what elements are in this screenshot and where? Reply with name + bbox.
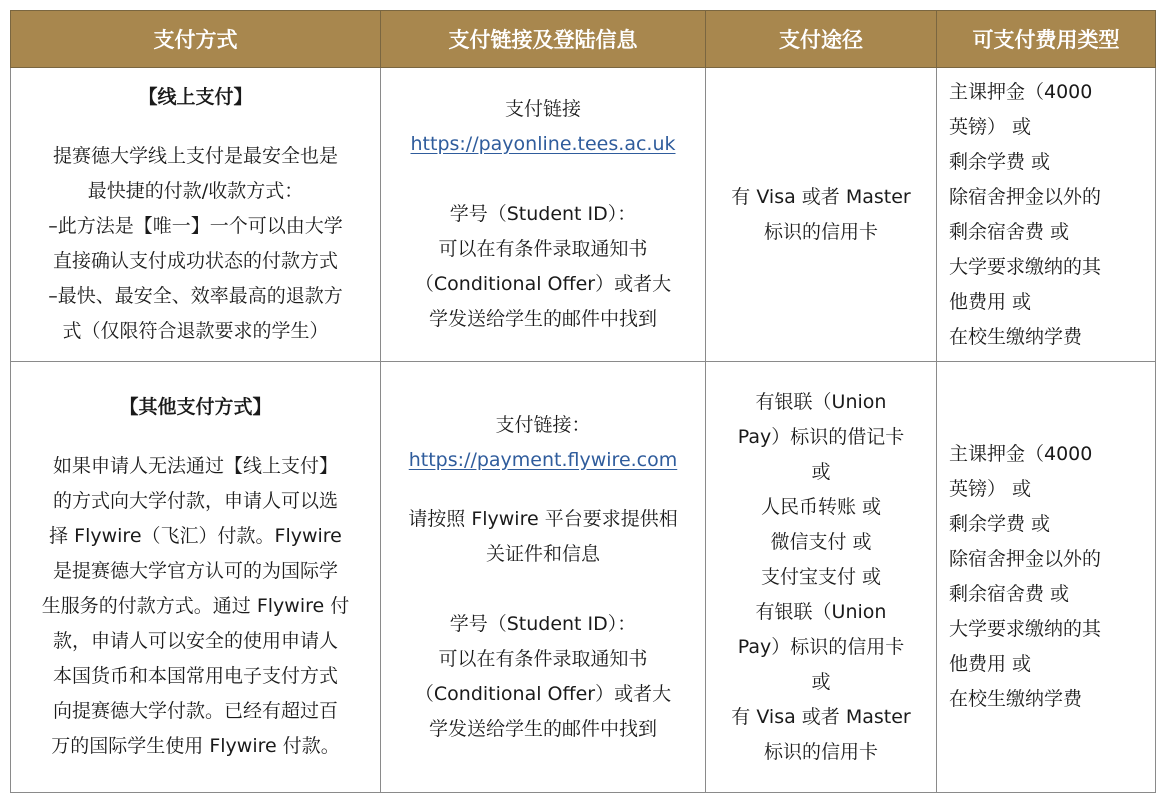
student-id-line: 学发送给学生的邮件中找到 [428, 717, 657, 740]
student-id-line: 学号（Student ID）： [449, 203, 637, 225]
table-row-online-payment [11, 68, 1156, 362]
fee-line: 剩余宿舍费 或 [949, 583, 1070, 605]
fee-line: 他费用 或 [949, 653, 1032, 675]
cell-channel-online [706, 68, 937, 362]
method-line: 最快捷的付款/收款方式： [87, 180, 304, 202]
method-line: 款，申请人可以安全的使用申请人 [52, 630, 338, 652]
method-line: 择 Flywire（飞汇）付款。Flywire [49, 525, 342, 547]
student-id-line: 学发送给学生的邮件中找到 [428, 308, 657, 330]
channel-line: 标识的信用卡 [763, 740, 878, 763]
fee-line: 除宿舍押金以外的 [949, 185, 1102, 208]
fee-line: 主课押金（4000 [949, 80, 1093, 103]
cell-channel-other [706, 362, 937, 793]
cell-link-other [381, 362, 706, 793]
channel-line: 或 [811, 460, 831, 483]
payment-methods-table [10, 10, 1156, 793]
fee-line: 英镑） 或 [949, 478, 1032, 500]
header-payment-method: 支付方式 [11, 11, 381, 68]
fee-line: 主课押金（4000 [949, 443, 1093, 465]
fee-line: 剩余学费 或 [949, 513, 1051, 535]
channel-line: 或 [811, 670, 831, 693]
method-line: 的方式向大学付款，申请人可以选 [52, 490, 338, 512]
flywire-note-line: 关证件和信息 [485, 542, 600, 565]
method-line: 提赛德大学线上支付是最安全也是 [52, 145, 338, 167]
student-id-line: （Conditional Offer）或者大 [414, 682, 672, 705]
channel-line: 有 Visa 或者 Master [731, 185, 911, 208]
payment-table-container [10, 10, 1155, 792]
method-title: 【其他支付方式】 [119, 396, 272, 418]
link-label: 支付链接 [504, 98, 581, 120]
flywire-note-line: 请按照 Flywire 平台要求提供相 [408, 507, 678, 530]
student-id-line: 学号（Student ID）： [449, 612, 637, 635]
channel-line: 有银联（Union [755, 390, 887, 413]
fee-line: 大学要求缴纳的其 [949, 255, 1102, 278]
channel-line: Pay）标识的信用卡 [737, 635, 905, 658]
cell-fees-other [937, 362, 1156, 793]
channel-line: 支付宝支付 或 [760, 565, 882, 588]
method-line: 是提赛德大学官方认可的为国际学 [52, 560, 338, 582]
fee-line: 他费用 或 [949, 290, 1032, 313]
cell-method-other [11, 362, 381, 793]
student-id-line: 可以在有条件录取通知书 [438, 647, 648, 670]
cell-fees-online [937, 68, 1156, 362]
flywire-link[interactable]: https://payment.flywire.com [408, 448, 678, 471]
method-line: 直接确认支付成功状态的付款方式 [52, 250, 338, 272]
method-title: 【线上支付】 [138, 86, 253, 108]
method-line: 式（仅限符合退款要求的学生） [62, 320, 329, 342]
fee-line: 除宿舍押金以外的 [949, 548, 1102, 570]
channel-line: 人民币转账 或 [760, 495, 882, 518]
link-label: 支付链接： [495, 413, 591, 436]
cell-link-online [381, 68, 706, 362]
cell-method-online [11, 68, 381, 362]
method-line: 本国货币和本国常用电子支付方式 [52, 665, 338, 687]
table-row-other-payment [11, 362, 1156, 793]
method-line: 万的国际学生使用 Flywire 付款。 [51, 735, 340, 757]
header-fee-types: 可支付费用类型 [937, 11, 1156, 68]
method-line: 生服务的付款方式。通过 Flywire 付 [41, 595, 350, 617]
fee-line: 英镑） 或 [949, 115, 1032, 138]
method-line: 向提赛德大学付款。已经有超过百 [52, 700, 338, 722]
payonline-link[interactable]: https://payonline.tees.ac.uk [410, 133, 676, 155]
channel-line: Pay）标识的借记卡 [737, 425, 905, 448]
fee-line: 剩余宿舍费 或 [949, 220, 1070, 243]
student-id-line: （Conditional Offer）或者大 [414, 273, 672, 295]
fee-line: 大学要求缴纳的其 [949, 618, 1102, 640]
channel-line: 有 Visa 或者 Master [731, 705, 911, 728]
method-line: –最快、最安全、效率最高的退款方 [48, 285, 343, 307]
channel-line: 微信支付 或 [770, 530, 872, 553]
method-line: –此方法是【唯一】一个可以由大学 [48, 215, 343, 237]
header-row [11, 11, 1156, 68]
header-payment-link: 支付链接及登陆信息 [381, 11, 706, 68]
channel-line: 有银联（Union [755, 600, 887, 623]
fee-line: 在校生缴纳学费 [949, 325, 1083, 348]
student-id-line: 可以在有条件录取通知书 [438, 238, 648, 260]
channel-line: 标识的信用卡 [763, 220, 878, 243]
fee-line: 在校生缴纳学费 [949, 688, 1083, 710]
fee-line: 剩余学费 或 [949, 150, 1051, 173]
header-payment-channel: 支付途径 [706, 11, 937, 68]
method-line: 如果申请人无法通过【线上支付】 [52, 455, 338, 477]
